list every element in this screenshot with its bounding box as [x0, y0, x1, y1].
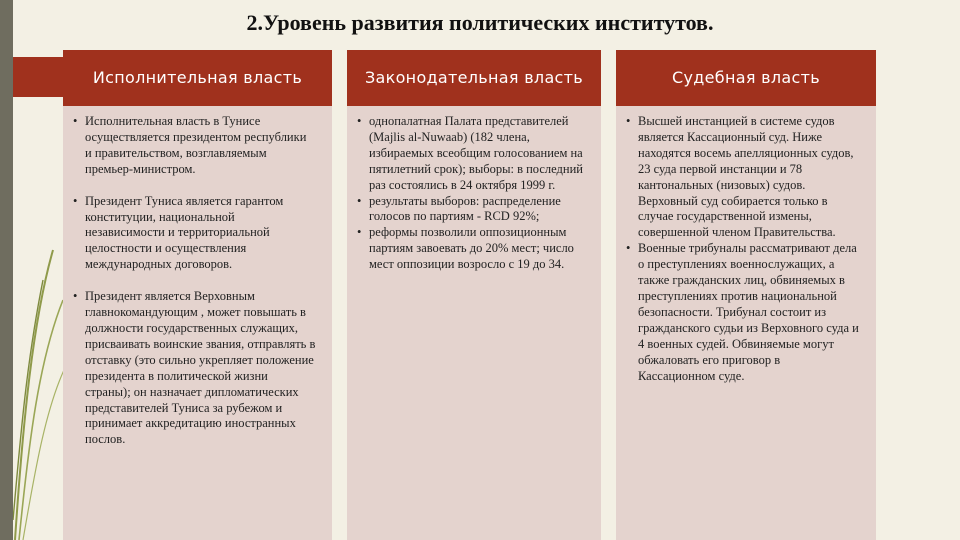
list-item: • однопалатная Палата представителей (Majlis al-Nuwaab) (182 члена, избираемых всеобщим голосованием на пятилетний срок); выборы: в последний раз состоялись в 24 октября 1999 г.: [369, 114, 585, 194]
column-legislative: [347, 50, 601, 540]
list-item: • Президент является Верховным главнокомандующим , может повышать в должности государственных служащих, присваивать воинские звания, отправлять в отставку (это сильно укрепляет положение президента в политической жизни страны); он назначает дипломатических представителей Туниса за рубежом и принимает аккредитацию иностранных послов.: [85, 289, 316, 448]
left-rail: [0, 0, 13, 540]
list-item: • Исполнительная власть в Тунисе осуществляется президентом республики и правительством, возглавляемым премьер-министром.: [85, 114, 316, 178]
column-executive: [63, 50, 332, 540]
column-list-judicial: [616, 106, 876, 384]
column-judicial: [616, 50, 876, 540]
list-item: • Военные трибуналы рассматривают дела о преступлениях военнослужащих, а также гражданских лиц, обвиняемых в преступлениях против национальной безопасности. Трибунал состоит из гражданского судьи из Верховного суда и 4 военных судей. Обвиняемые могут обжаловать его приговор в Кассационном суде.: [638, 241, 860, 384]
column-list-legislative: [347, 106, 601, 273]
column-header-executive: Исполнительная власть: [63, 50, 332, 106]
column-list-executive: [63, 106, 332, 448]
list-item: • реформы позволили оппозиционным партиям завоевать до 20% мест; число мест оппозиции возросло с 19 до 34.: [369, 225, 585, 273]
list-item: • результаты выборов: распределение голосов по партиям - RCD 92%;: [369, 194, 585, 226]
accent-bar: [13, 57, 63, 97]
list-item: • Высшей инстанцией в системе судов является Кассационный суд. Ниже находятся восемь апелляционных судов, 23 суда первой инстанции и 78 кантональных (низовых) судов. Верховный суд собирается только в случае государственной измены, совершенной членом Правительства.: [638, 114, 860, 241]
page-title: 2.Уровень развития политических институтов.: [246, 10, 714, 35]
list-item: • Президент Туниса является гарантом конституции, национальной независимости и территориальной целостности и осуществления международных договоров.: [85, 194, 316, 274]
column-header-legislative: Законодательная власть: [347, 50, 601, 106]
column-header-judicial: Судебная власть: [616, 50, 876, 106]
